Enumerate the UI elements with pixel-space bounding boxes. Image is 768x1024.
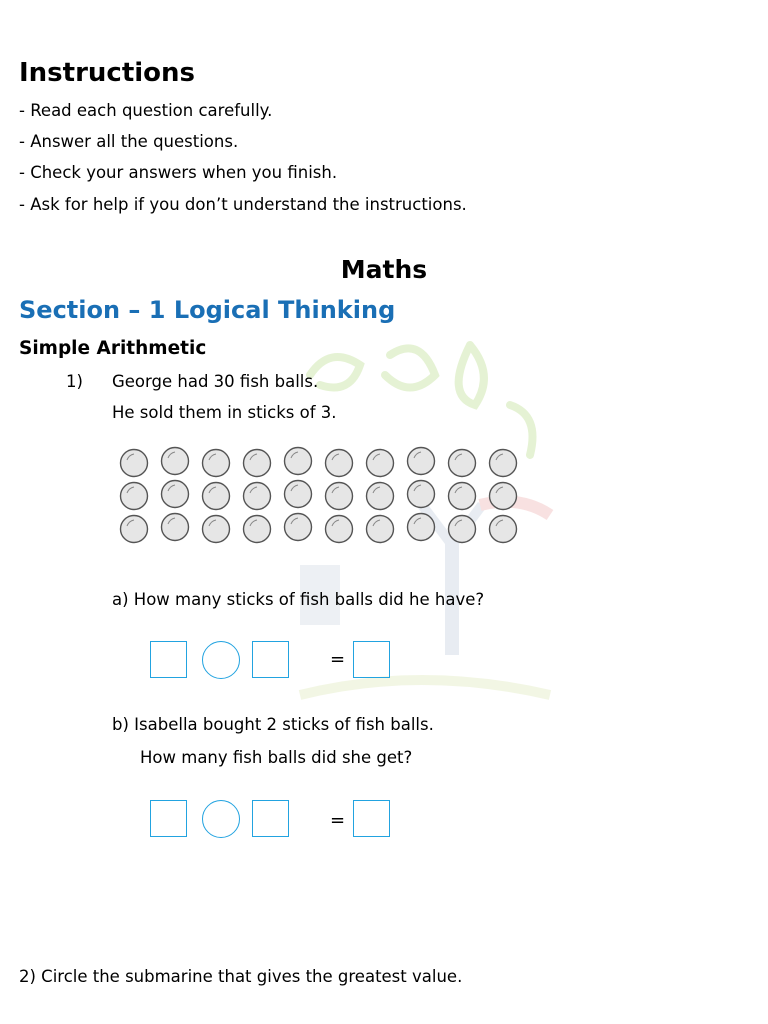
answer-box[interactable] [150,800,187,837]
answer-box[interactable] [252,641,289,678]
fish-ball [162,514,189,541]
fish-ball [408,481,435,508]
subsection-title: Simple Arithmetic [19,338,207,359]
fish-ball [490,450,517,477]
fish-ball [449,483,476,510]
question-2-text: 2) Circle the submarine that gives the greatest value. [19,967,463,986]
fish-ball [326,483,353,510]
fish-ball [367,450,394,477]
question-text: George had 30 fish balls. [112,372,319,391]
fish-ball [490,516,517,543]
fish-ball [203,516,230,543]
subject-title: Maths [340,255,428,284]
fish-ball [121,483,148,510]
fish-ball [244,483,271,510]
equals-sign: = [330,649,346,670]
fish-ball [285,481,312,508]
result-box[interactable] [353,800,390,837]
fish-balls-illustration [118,446,524,552]
fish-ball [203,483,230,510]
operator-circle[interactable] [202,800,240,838]
instruction-line: - Answer all the questions. [19,132,239,151]
fish-ball [121,516,148,543]
answer-box[interactable] [150,641,187,678]
fish-ball [326,516,353,543]
fish-ball [203,450,230,477]
fish-ball [367,516,394,543]
operator-circle[interactable] [202,641,240,679]
fish-ball [162,448,189,475]
fish-ball [490,483,517,510]
fish-ball [449,450,476,477]
question-part-b: b) Isabella bought 2 sticks of fish balls. [112,715,434,734]
question-text: He sold them in sticks of 3. [112,403,337,422]
fish-ball [285,514,312,541]
fish-ball [367,483,394,510]
instruction-line: - Ask for help if you don’t understand the instructions. [19,195,467,214]
question-number: 1) [66,372,83,391]
fish-ball [285,448,312,475]
fish-ball [162,481,189,508]
fish-ball [244,516,271,543]
fish-ball [121,450,148,477]
question-part-b: How many fish balls did she get? [140,748,413,767]
equals-sign: = [330,810,346,831]
section-title: Section – 1 Logical Thinking [19,296,396,324]
result-box[interactable] [353,641,390,678]
answer-box[interactable] [252,800,289,837]
fish-ball [449,516,476,543]
instructions-heading: Instructions [19,58,196,88]
question-part-a: a) How many sticks of fish balls did he have? [112,590,485,609]
fish-ball [244,450,271,477]
fish-ball [408,448,435,475]
fish-ball [408,514,435,541]
instruction-line: - Read each question carefully. [19,101,273,120]
instruction-line: - Check your answers when you finish. [19,163,338,182]
fish-ball [326,450,353,477]
